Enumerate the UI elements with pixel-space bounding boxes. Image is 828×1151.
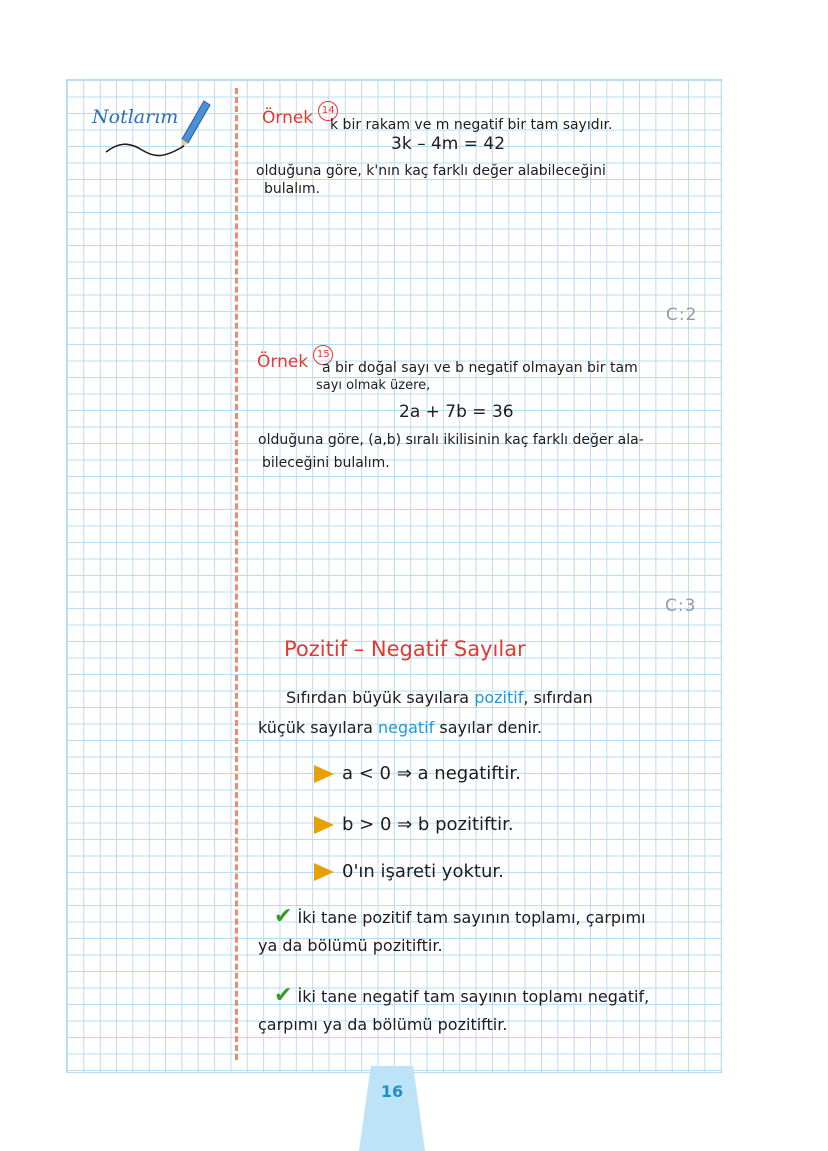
example15-line2: olduğuna göre, (a,b) sıralı ikilisinin kaç farklı değer ala- — [258, 432, 644, 448]
bullet-1 — [314, 763, 521, 784]
bullet-3-text: 0'ın işareti yoktur. — [342, 861, 504, 882]
example15-number: 15 — [313, 345, 333, 365]
intro-text-b: , sıfırdan — [523, 688, 593, 707]
intro-text-d: sayılar denir. — [434, 718, 543, 737]
check-note-2 — [274, 984, 649, 1009]
squiggle-decoration — [104, 140, 186, 160]
bullet-2 — [314, 814, 514, 835]
example14-line2: olduğuna göre, k'nın kaç farklı değer alabileceğini — [256, 163, 606, 179]
bullet-1-text: a < 0 ⇒ a negatiftir. — [342, 763, 521, 784]
margin-divider — [235, 88, 238, 1060]
example15-line3: bileceğini bulalım. — [262, 455, 390, 471]
example15-label: Örnek — [257, 352, 309, 372]
example15-line1b: sayı olmak üzere, — [316, 378, 431, 393]
example14-line3: bulalım. — [264, 181, 321, 197]
intro-positive-term: pozitif — [474, 688, 524, 707]
arrow-bullet-icon — [314, 765, 334, 783]
example15-answer: C:3 — [665, 596, 697, 616]
arrow-bullet-icon — [314, 816, 334, 834]
notes-title: Notlarım — [92, 106, 179, 128]
check-icon: ✔ — [274, 904, 293, 929]
check-note-1-line1: İki tane pozitif tam sayının toplamı, çarpımı — [297, 908, 646, 927]
example14-equation: 3k – 4m = 42 — [391, 134, 506, 154]
bullet-3 — [314, 861, 504, 882]
section-title: Pozitif – Negatif Sayılar — [284, 637, 526, 661]
intro-negative-term: negatif — [377, 718, 435, 737]
example14-answer: C:2 — [666, 305, 698, 325]
page-number: 16 — [380, 1082, 404, 1101]
bullet-2-text: b > 0 ⇒ b pozitiftir. — [342, 814, 514, 835]
intro-text-a: Sıfırdan büyük sayılara — [286, 688, 475, 707]
example15-line1: a bir doğal sayı ve b negatif olmayan bir tam — [322, 360, 638, 376]
intro-text-c: küçük sayılara — [258, 718, 378, 737]
check-note-1 — [274, 905, 646, 930]
page-tab — [359, 1066, 425, 1151]
check-icon: ✔ — [274, 983, 293, 1008]
example14-number: 14 — [318, 101, 338, 121]
example14-line1: k bir rakam ve m negatif bir tam sayıdır. — [330, 117, 613, 133]
check-note-2-line1: İki tane negatif tam sayının toplamı negatif, — [297, 987, 650, 1006]
example14-label: Örnek — [262, 108, 314, 128]
example14-header — [262, 105, 338, 131]
section-intro-line2 — [258, 716, 542, 740]
check-note-2-line2: çarpımı ya da bölümü pozitiftir. — [258, 1015, 508, 1034]
check-note-1-line2: ya da bölümü pozitiftir. — [258, 936, 443, 955]
arrow-bullet-icon — [314, 863, 334, 881]
example15-equation: 2a + 7b = 36 — [399, 402, 514, 422]
section-intro-line1 — [286, 686, 593, 710]
